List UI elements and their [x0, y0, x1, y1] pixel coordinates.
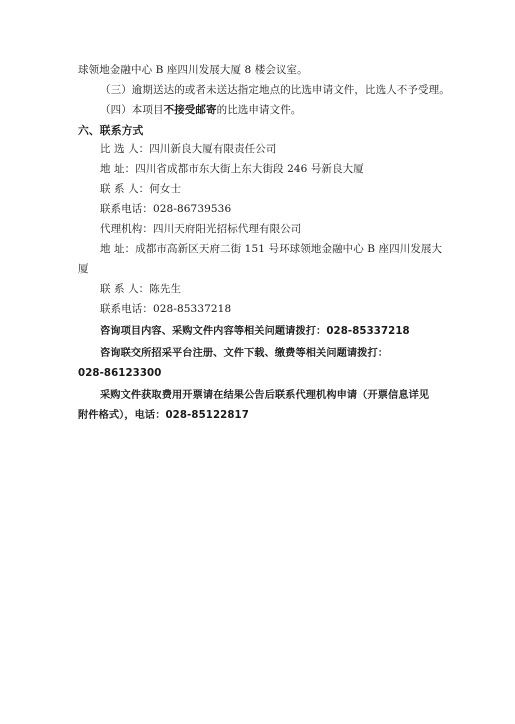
buyer-address-label: 地 址： — [100, 163, 136, 175]
agency-contact-value: 陈先生 — [149, 283, 182, 295]
agency-row — [100, 223, 440, 236]
agency-contact-row — [100, 283, 440, 296]
buyer-phone-value: 028-86739536 — [153, 203, 232, 215]
no-mail-text-suffix: 的比选申请文件。 — [216, 104, 302, 116]
buyer-label: 比 选 人： — [100, 143, 150, 155]
agency-address-value-wrap: 厦 — [78, 263, 89, 275]
no-mail-text-prefix: （四）本项目 — [100, 104, 164, 116]
inquiry-note-project: 咨询项目内容、采购文件内容等相关问题请拨打：028-85337218 — [100, 326, 410, 337]
late-submission-clause — [100, 84, 450, 97]
agency-label: 代理机构： — [100, 223, 153, 235]
no-mail-emphasis: 不接受邮寄 — [163, 104, 217, 116]
buyer-address-row — [100, 163, 440, 176]
buyer-contact-label: 联 系 人： — [100, 183, 150, 195]
agency-value: 四川天府阳光招标代理有限公司 — [153, 223, 302, 235]
agency-phone-row — [100, 303, 440, 316]
venue-continuation — [78, 64, 438, 77]
buyer-phone-row — [100, 203, 440, 216]
buyer-row — [100, 143, 440, 156]
inquiry-note-platform-phone: 028-86123300 — [78, 368, 162, 379]
no-mail-clause — [100, 104, 440, 117]
agency-contact-label: 联 系 人： — [100, 283, 150, 295]
venue-text: 球领地金融中心 B 座四川发展大厦 8 楼会议室。 — [78, 64, 308, 76]
buyer-contact-value: 何女士 — [149, 183, 182, 195]
inquiry-note-platform: 咨询联交所招采平台注册、文件下载、缴费等相关问题请拨打： — [100, 348, 389, 359]
agency-address-value: 成都市高新区天府二街 151 号环球领地金融中心 B 座四川发展大 — [135, 243, 443, 255]
agency-address-wrap — [78, 263, 438, 276]
agency-phone-value: 028-85337218 — [153, 303, 232, 315]
buyer-phone-label: 联系电话： — [100, 203, 153, 215]
buyer-value: 四川新良大厦有限责任公司 — [149, 143, 277, 155]
late-submission-text: （三）逾期送达的或者未送达指定地点的比选申请文件，比选人不予受理。 — [100, 84, 450, 96]
invoice-note-phone: 附件格式），电话：028-85122817 — [78, 410, 249, 421]
invoice-note: 采购文件获取费用开票请在结果公告后联系代理机构申请（开票信息详见 — [100, 390, 430, 401]
buyer-address-value: 四川省成都市东大街上东大街段 246 号新良大厦 — [135, 163, 364, 175]
agency-phone-label: 联系电话： — [100, 303, 153, 315]
agency-address-row — [100, 243, 443, 256]
buyer-contact-row — [100, 183, 440, 196]
section-title: 六、联系方式 — [78, 124, 144, 137]
agency-address-label: 地 址： — [100, 243, 136, 255]
